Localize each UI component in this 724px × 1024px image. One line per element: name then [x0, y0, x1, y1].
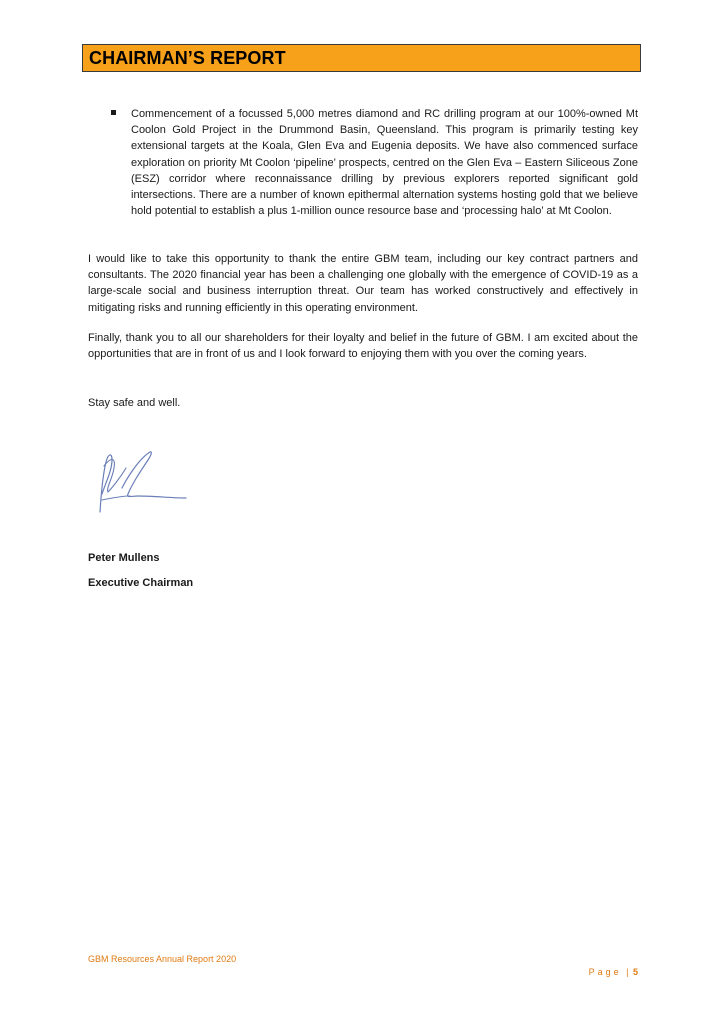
paragraph-sign-off: Stay safe and well. [88, 397, 181, 409]
footer-report-name: GBM Resources Annual Report 2020 [88, 954, 237, 964]
handwritten-signature [92, 448, 192, 518]
footer-page-number [589, 967, 638, 977]
page-title: CHAIRMAN’S REPORT [89, 48, 286, 68]
page-label: Page [588, 967, 622, 977]
paragraph-thanks-shareholders: Finally, thank you to all our shareholders for their loyalty and belief in the future of GBM. I am excited about the opportunities that are in front of us and I look forward to enjoying them with you over the coming years. [88, 332, 638, 361]
page-number: 5 [632, 967, 638, 977]
signatory-name: Peter Mullens [88, 552, 160, 564]
page-separator: | [626, 967, 629, 977]
square-bullet-icon [111, 110, 116, 115]
paragraph-thanks-team: I would like to take this opportunity to thank the entire GBM team, including our key contract partners and consultants. The 2020 financial year has been a challenging one globally with the emergence of COVID-19 as a large-scale social and business interruption threat. Our team has worked constructively and effectively in mitigating risks and running efficiently in this operating environment. [88, 253, 638, 314]
signatory-title: Executive Chairman [88, 577, 194, 589]
section-header-bar [82, 44, 641, 72]
bullet-text: Commencement of a focussed 5,000 metres diamond and RC drilling program at our 100%-owned Mt Coolon Gold Project in the Drummond Basin, Queensland. This program is primarily testing key extensional targets at the Koala, Glen Eva and Eugenia deposits. We have also commenced surface exploration on priority Mt Coolon ‘pipeline’ prospects, centred on the Glen Eva – Eastern Siliceous Zone (ESZ) corridor where reconnaissance drilling by previous explorers reported significant gold intersections. There are a number of known epithermal alternation systems hosting gold that we believe hold potential to establish a plus 1-million ounce resource base and ‘processing halo’ at Mt Coolon. [131, 108, 638, 218]
